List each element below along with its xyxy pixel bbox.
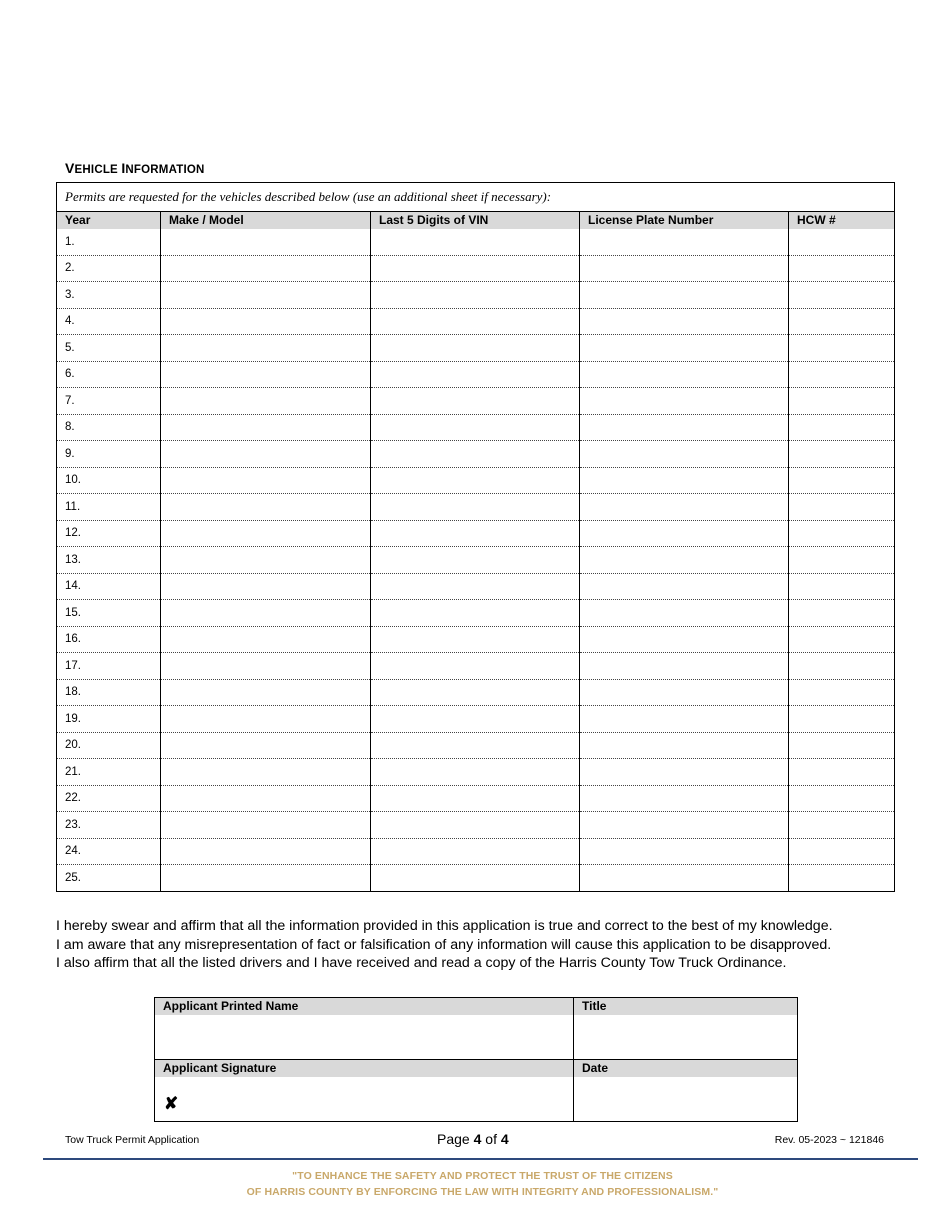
make-model-cell[interactable] (161, 255, 371, 282)
vehicle-table (56, 182, 895, 892)
printed-name-field[interactable] (155, 1015, 573, 1059)
table-row (57, 441, 895, 468)
signature-field[interactable] (155, 1077, 573, 1121)
motto-line: "TO ENHANCE THE SAFETY AND PROTECT THE TRUST OF THE CITIZENS (292, 1170, 673, 1182)
section-title-part: NFORMATION (125, 164, 205, 176)
hcw-cell[interactable] (789, 785, 895, 812)
license-plate-cell[interactable] (580, 308, 789, 335)
date-cell (574, 1060, 798, 1122)
vehicle-table-header (57, 212, 895, 229)
year-cell[interactable]: 7. (57, 388, 161, 415)
license-plate-cell[interactable] (580, 626, 789, 653)
date-field[interactable] (574, 1077, 797, 1121)
year-cell[interactable]: 1. (57, 229, 161, 256)
vin-cell[interactable] (371, 308, 580, 335)
hcw-cell[interactable] (789, 335, 895, 362)
hcw-cell[interactable] (789, 520, 895, 547)
license-plate-cell[interactable] (580, 282, 789, 309)
table-row (57, 812, 895, 839)
footer-page-number (437, 1131, 509, 1147)
vin-cell[interactable] (371, 679, 580, 706)
table-row (57, 785, 895, 812)
license-plate-cell[interactable] (580, 467, 789, 494)
license-plate-cell[interactable] (580, 653, 789, 680)
license-plate-cell[interactable] (580, 361, 789, 388)
hcw-cell[interactable] (789, 547, 895, 574)
make-model-cell[interactable] (161, 467, 371, 494)
year-cell[interactable]: 20. (57, 732, 161, 759)
table-row (57, 255, 895, 282)
license-plate-cell[interactable] (580, 573, 789, 600)
vin-cell[interactable] (371, 838, 580, 865)
year-cell[interactable]: 18. (57, 679, 161, 706)
license-plate-cell[interactable] (580, 255, 789, 282)
table-row (57, 282, 895, 309)
license-plate-cell[interactable] (580, 706, 789, 733)
printed-name-label: Applicant Printed Name (155, 998, 573, 1015)
title-field[interactable] (574, 1015, 797, 1059)
hcw-cell[interactable] (789, 414, 895, 441)
license-plate-cell[interactable] (580, 785, 789, 812)
vin-cell[interactable] (371, 547, 580, 574)
hcw-cell[interactable] (789, 865, 895, 892)
license-plate-cell[interactable] (580, 679, 789, 706)
year-cell[interactable]: 11. (57, 494, 161, 521)
make-model-cell[interactable] (161, 653, 371, 680)
make-model-cell[interactable] (161, 600, 371, 627)
hcw-cell[interactable] (789, 812, 895, 839)
year-cell[interactable]: 22. (57, 785, 161, 812)
vin-cell[interactable] (371, 282, 580, 309)
year-cell[interactable]: 16. (57, 626, 161, 653)
license-plate-cell[interactable] (580, 600, 789, 627)
make-model-cell[interactable] (161, 441, 371, 468)
hcw-cell[interactable] (789, 441, 895, 468)
vin-cell[interactable] (371, 653, 580, 680)
hcw-cell[interactable] (789, 388, 895, 415)
year-cell[interactable]: 4. (57, 308, 161, 335)
affirmation-statement (56, 917, 916, 973)
table-row (57, 547, 895, 574)
license-plate-cell[interactable] (580, 494, 789, 521)
affirmation-line: I also affirm that all the listed drivers and I have received and read a copy of the Harris County Tow Truck Ordinance. (56, 955, 787, 971)
table-row (57, 679, 895, 706)
vin-cell[interactable] (371, 573, 580, 600)
title-label: Title (574, 998, 797, 1015)
year-cell[interactable]: 2. (57, 255, 161, 282)
table-row (57, 653, 895, 680)
table-row (57, 361, 895, 388)
footer-revision: Rev. 05-2023 ~ 121846 (774, 1134, 884, 1146)
column-header-hcw: HCW # (789, 212, 895, 229)
table-row (57, 600, 895, 627)
column-header-year: Year (57, 212, 161, 229)
year-cell[interactable]: 13. (57, 547, 161, 574)
vin-cell[interactable] (371, 494, 580, 521)
signature-label: Applicant Signature (155, 1060, 573, 1077)
table-row (57, 494, 895, 521)
table-row (57, 467, 895, 494)
date-label: Date (574, 1060, 797, 1077)
vin-cell[interactable] (371, 441, 580, 468)
make-model-cell[interactable] (161, 706, 371, 733)
license-plate-cell[interactable] (580, 414, 789, 441)
affirmation-line: I hereby swear and affirm that all the information provided in this application is true and correct to the best of my knowledge. (56, 918, 833, 934)
license-plate-cell[interactable] (580, 759, 789, 786)
title-cell (574, 998, 798, 1060)
hcw-cell[interactable] (789, 706, 895, 733)
footer-rule (43, 1158, 918, 1160)
signature-cell (155, 1060, 574, 1122)
table-row (57, 229, 895, 256)
license-plate-cell[interactable] (580, 229, 789, 256)
year-cell[interactable]: 3. (57, 282, 161, 309)
section-title-part: EHICLE (74, 164, 122, 176)
license-plate-cell[interactable] (580, 520, 789, 547)
year-cell[interactable]: 14. (57, 573, 161, 600)
column-header-vin: Last 5 Digits of VIN (371, 212, 580, 229)
hcw-cell[interactable] (789, 255, 895, 282)
vin-cell[interactable] (371, 600, 580, 627)
year-cell[interactable]: 5. (57, 335, 161, 362)
make-model-cell[interactable] (161, 732, 371, 759)
year-cell[interactable]: 23. (57, 812, 161, 839)
license-plate-cell[interactable] (580, 388, 789, 415)
hcw-cell[interactable] (789, 282, 895, 309)
hcw-cell[interactable] (789, 838, 895, 865)
affirmation-line: I am aware that any misrepresentation of fact or falsification of any information will cause this application to be disapproved. (56, 936, 832, 953)
vin-cell[interactable] (371, 255, 580, 282)
make-model-cell[interactable] (161, 679, 371, 706)
vin-cell[interactable] (371, 865, 580, 892)
make-model-cell[interactable] (161, 282, 371, 309)
hcw-cell[interactable] (789, 361, 895, 388)
vehicle-table-intro: Permits are requested for the vehicles described below (use an additional sheet if necessary): (57, 183, 895, 212)
make-model-cell[interactable] (161, 626, 371, 653)
section-title-letter: V (65, 160, 75, 176)
table-row (57, 414, 895, 441)
hcw-cell[interactable] (789, 732, 895, 759)
year-cell[interactable]: 15. (57, 600, 161, 627)
license-plate-cell[interactable] (580, 838, 789, 865)
hcw-cell[interactable] (789, 679, 895, 706)
make-model-cell[interactable] (161, 229, 371, 256)
license-plate-cell[interactable] (580, 547, 789, 574)
year-cell[interactable]: 24. (57, 838, 161, 865)
table-row (57, 759, 895, 786)
vin-cell[interactable] (371, 361, 580, 388)
printed-name-cell (155, 998, 574, 1060)
hcw-cell[interactable] (789, 759, 895, 786)
make-model-cell[interactable] (161, 361, 371, 388)
column-header-make-model: Make / Model (161, 212, 371, 229)
vin-cell[interactable] (371, 785, 580, 812)
vin-cell[interactable] (371, 520, 580, 547)
make-model-cell[interactable] (161, 308, 371, 335)
vin-cell[interactable] (371, 626, 580, 653)
section-title-letter: I (121, 160, 126, 176)
table-row (57, 520, 895, 547)
license-plate-cell[interactable] (580, 732, 789, 759)
license-plate-cell[interactable] (580, 812, 789, 839)
hcw-cell[interactable] (789, 573, 895, 600)
signature-x-icon: ✘ (164, 1094, 179, 1113)
table-row (57, 838, 895, 865)
table-row (57, 388, 895, 415)
vin-cell[interactable] (371, 335, 580, 362)
vin-cell[interactable] (371, 388, 580, 415)
table-row (57, 626, 895, 653)
year-cell[interactable]: 17. (57, 653, 161, 680)
make-model-cell[interactable] (161, 335, 371, 362)
year-cell[interactable]: 21. (57, 759, 161, 786)
table-row (57, 335, 895, 362)
table-row (57, 706, 895, 733)
table-row (57, 308, 895, 335)
make-model-cell[interactable] (161, 865, 371, 892)
make-model-cell[interactable] (161, 812, 371, 839)
table-row (57, 865, 895, 892)
section-title (65, 160, 205, 176)
vin-cell[interactable] (371, 732, 580, 759)
year-cell[interactable]: 8. (57, 414, 161, 441)
license-plate-cell[interactable] (580, 865, 789, 892)
column-header-license-plate: License Plate Number (580, 212, 789, 229)
year-cell[interactable]: 6. (57, 361, 161, 388)
make-model-cell[interactable] (161, 838, 371, 865)
make-model-cell[interactable] (161, 414, 371, 441)
motto-line: OF HARRIS COUNTY BY ENFORCING THE LAW WITH INTEGRITY AND PROFESSIONALISM." (246, 1186, 719, 1198)
vin-cell[interactable] (371, 812, 580, 839)
signature-block (154, 997, 798, 1122)
hcw-cell[interactable] (789, 229, 895, 256)
year-cell[interactable]: 19. (57, 706, 161, 733)
page-total: 4 (500, 1131, 509, 1147)
make-model-cell[interactable] (161, 388, 371, 415)
year-cell[interactable]: 10. (57, 467, 161, 494)
vin-cell[interactable] (371, 414, 580, 441)
license-plate-cell[interactable] (580, 441, 789, 468)
hcw-cell[interactable] (789, 494, 895, 521)
vin-cell[interactable] (371, 759, 580, 786)
make-model-cell[interactable] (161, 547, 371, 574)
page-of: of (481, 1131, 501, 1147)
make-model-cell[interactable] (161, 573, 371, 600)
hcw-cell[interactable] (789, 308, 895, 335)
vin-cell[interactable] (371, 467, 580, 494)
hcw-cell[interactable] (789, 467, 895, 494)
make-model-cell[interactable] (161, 494, 371, 521)
vin-cell[interactable] (371, 229, 580, 256)
hcw-cell[interactable] (789, 626, 895, 653)
page-current: 4 (473, 1131, 482, 1147)
make-model-cell[interactable] (161, 520, 371, 547)
table-row (57, 732, 895, 759)
table-row (57, 573, 895, 600)
year-cell[interactable]: 25. (57, 865, 161, 892)
make-model-cell[interactable] (161, 759, 371, 786)
hcw-cell[interactable] (789, 600, 895, 627)
year-cell[interactable]: 9. (57, 441, 161, 468)
vin-cell[interactable] (371, 706, 580, 733)
hcw-cell[interactable] (789, 653, 895, 680)
license-plate-cell[interactable] (580, 335, 789, 362)
year-cell[interactable]: 12. (57, 520, 161, 547)
footer-form-name: Tow Truck Permit Application (65, 1134, 200, 1146)
make-model-cell[interactable] (161, 785, 371, 812)
page-prefix: Page (437, 1131, 474, 1147)
